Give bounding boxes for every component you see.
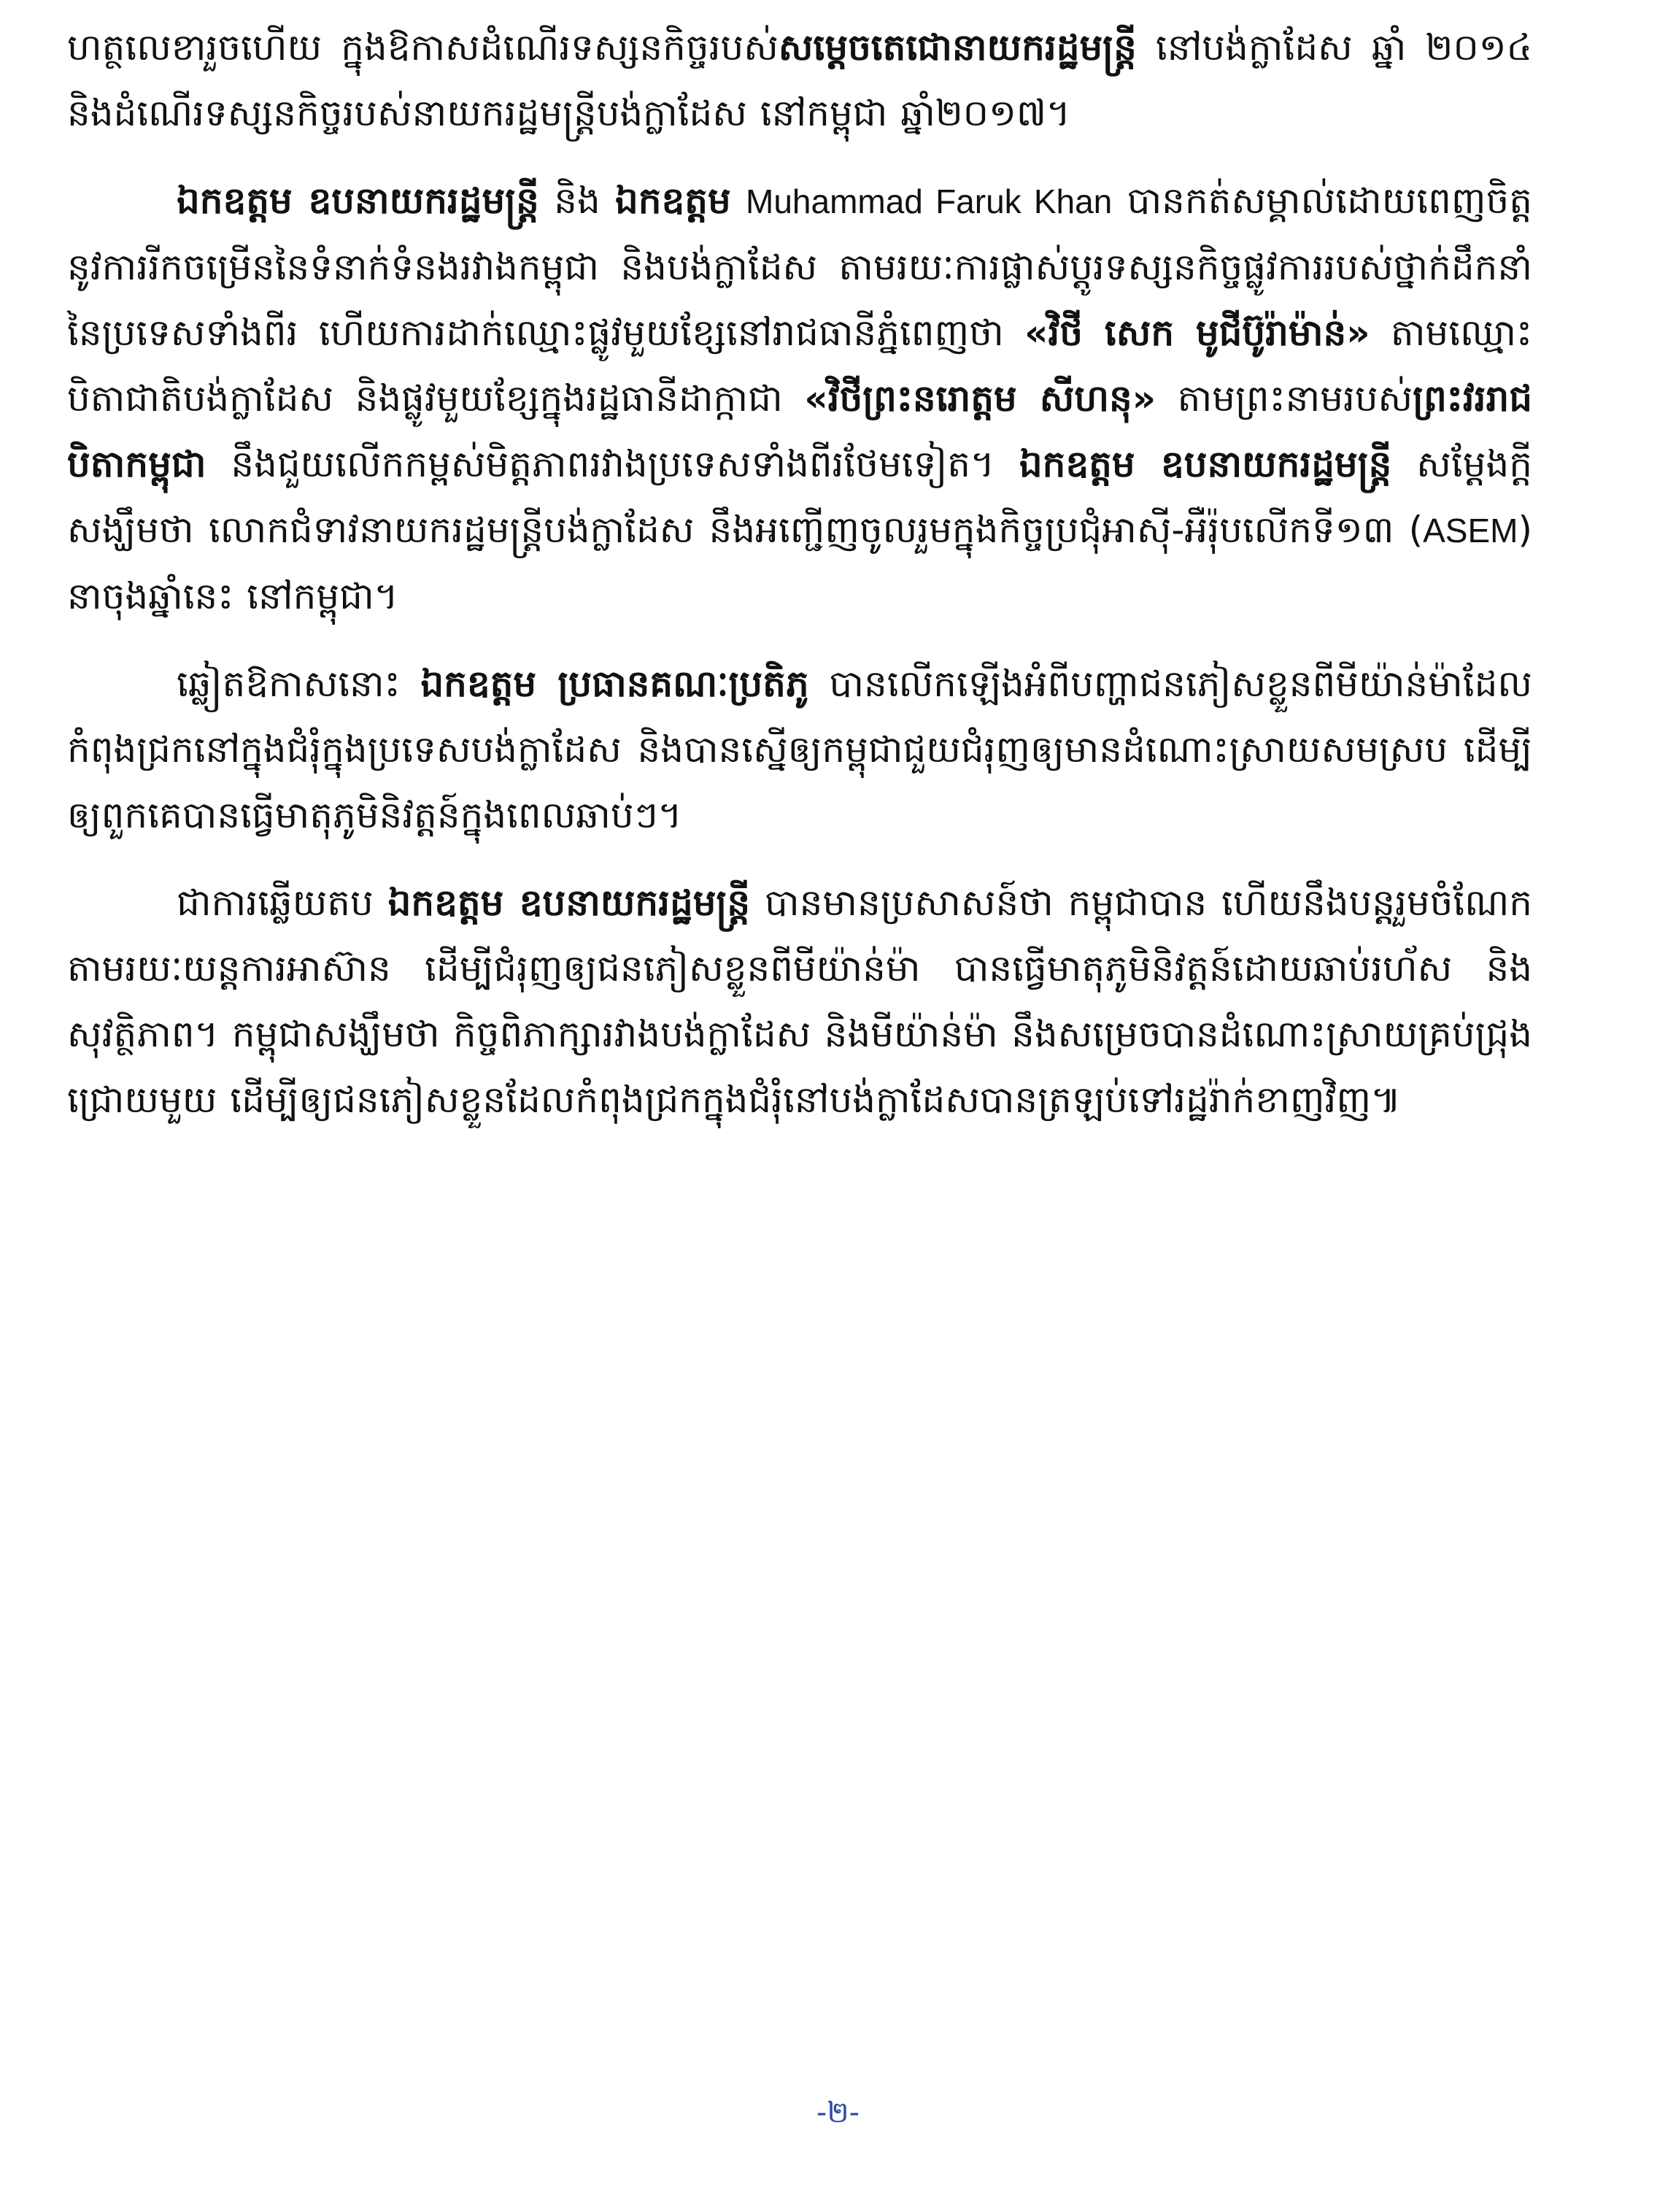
text-run: Muhammad Faruk Khan xyxy=(746,182,1113,220)
bold-text-run: ឯកឧត្តម ប្រធានគណៈប្រតិភូ xyxy=(420,663,809,705)
text-run xyxy=(731,180,746,222)
text-run: ឆ្លៀតឱកាសនោះ xyxy=(177,663,421,705)
paragraph xyxy=(67,870,1532,1133)
text-run: បានលើកឡើងអំពីបញ្ហាជនភៀសខ្លួនពីមីយ៉ាន់ម៉ាដែលកំពុងជ្រកនៅក្នុងជំរុំក្នុងប្រទេសបង់ក្លាដែស និងបានស្នើឲ្យកម្ពុជាជួយជំរុញឲ្យមានដំណោះស្រាយសមស្រប ដើម្បីឲ្យពួកគេបានធ្វើមាតុភូមិនិវត្តន៍ក្នុងពេលឆាប់ៗ។ xyxy=(67,663,1532,836)
text-run: នឹងជួយលើកកម្ពស់មិត្តភាពរវាងប្រទេសទាំងពីរថែមទៀត។ xyxy=(206,443,1019,485)
text-run: តាមព្រះនាមរបស់ xyxy=(1156,377,1413,420)
document-body xyxy=(67,15,1532,1155)
bold-text-run: ព្រះវររាជបិតាកម្ពុជា xyxy=(67,377,1532,485)
bold-text-run: «វិថី សេក មូជីប៊ូរ៉ាម៉ាន់» xyxy=(1024,312,1370,354)
text-run: និង xyxy=(538,180,615,222)
bold-text-run: «វិថីព្រះនរោត្តម សីហនុ» xyxy=(804,377,1156,420)
text-run: ASEM xyxy=(1423,512,1518,550)
bold-text-run: ឯកឧត្តម ឧបនាយករដ្ឋមន្ត្រី xyxy=(1019,443,1392,485)
paragraph xyxy=(67,651,1532,848)
text-run: បានមានប្រសាសន៍ថា កម្ពុជាបាន ហើយនឹងបន្តរួមចំណែកតាមរយៈយន្តការអាស៊ាន ដើម្បីជំរុញឲ្យជនភៀសខ្លួនពីមីយ៉ាន់ម៉ា បានធ្វើមាតុភូមិនិវត្តន៍ដោយឆាប់រហ័ស និងសុវត្ថិភាព។ កម្ពុជាសង្ឃឹមថា កិច្ចពិភាក្សារវាងបង់ក្លាដែស និងមីយ៉ាន់ម៉ា នឹងសម្រេចបានដំណោះស្រាយគ្រប់ជ្រុងជ្រោយមួយ ដើម្បីឲ្យជនភៀសខ្លួនដែលកំពុងជ្រកក្នុងជំរុំនៅបង់ក្លាដែសបានត្រឡប់ទៅរដ្ឋរ៉ាក់ខាញវិញ៕ xyxy=(67,882,1532,1121)
text-run: ) នាចុងឆ្នាំនេះ នៅកម្ពុជា។ xyxy=(67,509,1532,617)
bold-text-run: ឯកឧត្តម ឧបនាយករដ្ឋមន្ត្រី xyxy=(387,882,751,924)
text-run: បានកត់សម្គាល់ដោយពេញចិត្តនូវការរីកចម្រើននៃទំនាក់ទំនងរវាងកម្ពុជា និងបង់ក្លាដែស តាមរយៈការផ្លាស់ប្តូរទស្សនកិច្ចផ្លូវការរបស់ថ្នាក់ដឹកនាំនៃប្រទេសទាំងពីរ ហើយការដាក់ឈ្មោះផ្លូវមួយខ្សែនៅរាជធានីភ្នំពេញថា xyxy=(67,180,1532,354)
page-number: -២- xyxy=(816,2096,860,2130)
text-run: សម្តែងក្តីសង្ឃឹមថា លោកជំទាវនាយករដ្ឋមន្ត្រីបង់ក្លាដែស នឹងអញ្ជើញចូលរួមក្នុងកិច្ចប្រជុំអាស៊ី-អឺរ៉ុបលើកទី១៣ ( xyxy=(67,443,1532,551)
paragraph xyxy=(67,15,1532,146)
bold-text-run: ឯកឧត្តម xyxy=(615,180,731,222)
bold-text-run: សម្តេចតេជោនាយករដ្ឋមន្ត្រី xyxy=(778,26,1137,69)
paragraph xyxy=(67,168,1532,629)
text-run: តាមឈ្មោះបិតាជាតិបង់ក្លាដែស និងផ្លូវមួយខ្សែក្នុងរដ្ឋធានីដាក្កាជា xyxy=(67,312,1532,420)
text-run: នៅបង់ក្លាដែស ឆ្នាំ ២០១៤ និងដំណើរទស្សនកិច្ចរបស់នាយករដ្ឋមន្ត្រីបង់ក្លាដែស នៅកម្ពុជា ឆ្នាំ២០១៧។ xyxy=(67,26,1532,134)
text-run: ជាការឆ្លើយតប xyxy=(177,882,388,924)
text-run: ហត្ថលេខារួចហើយ ក្នុងឱកាសដំណើរទស្សនកិច្ចរបស់ xyxy=(67,26,779,69)
bold-text-run: ឯកឧត្តម ឧបនាយករដ្ឋមន្ត្រី xyxy=(177,180,539,222)
